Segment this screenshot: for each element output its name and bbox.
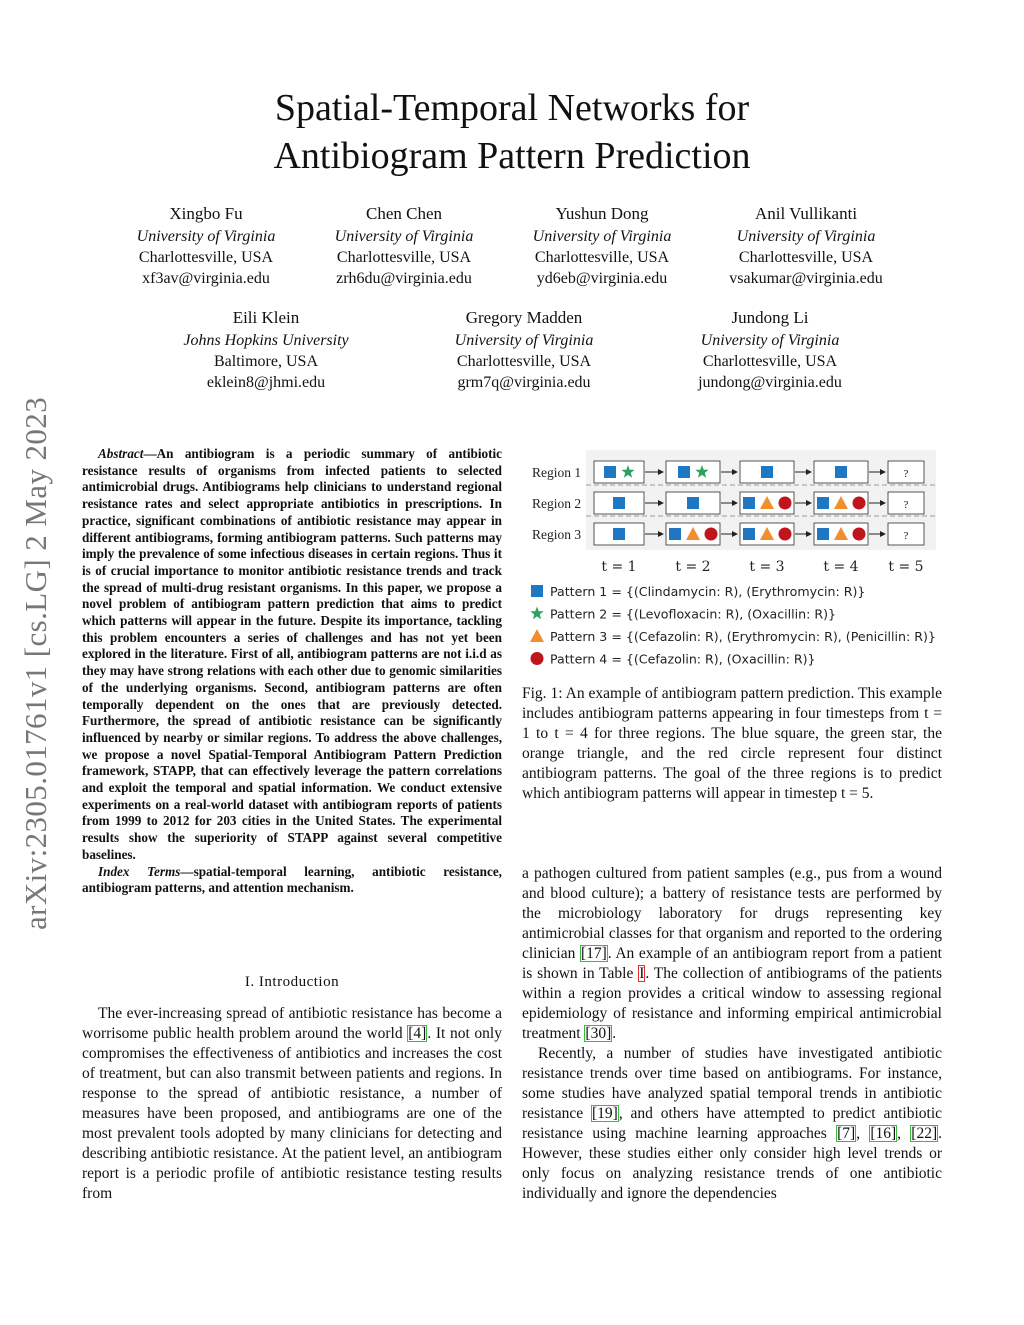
legend-label: Pattern 4 = {(Cefazolin: R), (Oxacillin: R)} [550,651,816,667]
text-run: , and others have attempted to predict antibiotic resistance using machine learning approaches [522,1105,943,1142]
author-location: Charlottesville, USA [738,249,874,266]
abstract [82,446,502,897]
text-run: Recently, a number of studies have investigated antibiotic resistance trends over time based on antibiograms. For instance, some studies have analyzed spatial temporal trends in antibiotic resistance [522,1045,942,1122]
author-name: Anil Vullikanti [754,204,858,223]
legend-label: Pattern 1 = {(Clindamycin: R), (Erythromycin: R)} [550,584,866,599]
citation-link[interactable]: [30] [585,1025,612,1042]
author-block [409,307,639,393]
citation-link[interactable]: [22] [911,1125,938,1142]
timestep-label: t = 2 [675,559,711,575]
pattern-square-icon [817,528,829,540]
pattern-circle-icon [779,528,792,541]
figure-caption: Fig. 1: An example of antibiogram pattern prediction. This example includes antibiogram patterns appearing in four timesteps from t = 1 to t = 4 for three regions. The blue square, the green star, the orange triangle, and the red circle represent four distinct antibiogram patterns. The goal of the three regions is to predict which antibiogram patterns will appear in timestep t = 5. [522,685,942,802]
author-name: Gregory Madden [465,308,583,327]
author-block [691,203,921,289]
pattern-square-icon [604,466,616,478]
title-line-1: Spatial-Temporal Networks for [274,87,750,129]
body-paragraph [522,1044,942,1204]
text-run: . An example of an antibiogram report from a patient is shown in Table [522,945,942,982]
timestep-label: t = 5 [888,559,924,575]
arxiv-stamp: arXiv:2305.01761v1 [cs.LG] 2 May 2023 [18,396,53,930]
author-affiliation: University of Virginia [454,332,594,349]
region-label: Region 1 [532,465,582,480]
pattern-circle-icon [531,652,544,665]
text-run: . However, these studies either only consider high level trends or only focus on analyzing resistance trends of one antibiotic individually and ignore the dependencies [522,1125,942,1202]
author-block [289,203,519,289]
abstract-text: —An antibiogram is a periodic summary of antibiotic resistance results of organisms from infected patients to selected antimicrobial drugs. Antibiograms help clinicians to understand regional resistance rates and select appropriate antibiotics in prescriptions. In practice, significant combinations of antibiotic resistance may appear in different antibiograms, forming antibiogram patterns. Such patterns may imply the prevalence of some infectious diseases in certain regions. Thus it is of crucial importance to monitor antibiotic resistance trends and track the spread of multi-drug resistant organisms. In this paper, we propose a novel problem of antibiogram pattern prediction that aims to predict which patterns will appear in the future. Despite its importance, tackling this problem encounters a series of challenges and has not yet been explored in the literature. First of all, antibiogram patterns are not i.i.d as they may have strong relations with each other due to genomic similarities of the underlying organisms. Second, antibiogram patterns are often temporally dependent on the ones that are previously detected. Furthermore, the spread of antibiotic resistance can be significantly influenced by nearby or similar regions. To address the above challenges, we propose a novel Spatial-Temporal Antibiogram Pattern Prediction framework, STAPP, that can effectively leverage the pattern correlations and exploit the temporal and spatial information. We conduct extensive experiments on a real-world dataset with antibiogram reports of patients from 1999 to 2012 for 203 cities in the United States. The experimental results show the superiority of STAPP against several competitive baselines. [82,446,502,862]
author-email[interactable]: yd6eb@virginia.edu [536,270,668,287]
unknown-marker: ? [903,499,909,511]
author-email[interactable]: eklein8@jhmi.edu [206,374,326,391]
author-location: Charlottesville, USA [456,353,592,370]
pattern-square-icon [687,497,699,509]
legend-label: Pattern 2 = {(Levofloxacin: R), (Oxacillin: R)} [550,606,837,622]
author-affiliation: University of Virginia [700,332,840,349]
pattern-circle-icon [705,528,718,541]
author-affiliation: University of Virginia [136,228,276,245]
text-run: a pathogen cultured from patient samples (e.g., pus from a wound and blood culture); a battery of resistance tests are performed by the microbiology laboratory for drugs representing key antimicrobial classes for that organism and reported to the ordering clinician [522,865,942,962]
text-run: . [612,1025,617,1042]
intro-paragraph [82,1004,502,1204]
table-ref-link[interactable]: I [639,965,645,982]
text-run: , [856,1125,870,1142]
pattern-square-icon [743,497,755,509]
pattern-square-icon [531,585,543,597]
region-label: Region 3 [532,527,582,542]
intro-column [82,1004,502,1204]
author-block [91,203,321,289]
index-terms-lead: Index Terms [98,863,181,879]
author-block [655,307,885,393]
legend-label: Pattern 3 = {(Cefazolin: R), (Erythromycin: R), (Penicillin: R)} [550,629,936,644]
pattern-square-icon [613,528,625,540]
pattern-star-icon [530,607,543,620]
timestep-box [666,461,720,483]
pattern-square-icon [613,497,625,509]
text-run: The ever-increasing spread of antibiotic resistance has become a worrisome public health problem around the world [82,1005,502,1042]
pattern-circle-icon [853,528,866,541]
timestep-label: t = 4 [823,559,859,575]
section-heading: I. Introduction [244,974,340,990]
author-email[interactable]: jundong@virginia.edu [698,374,842,391]
abstract-lead: Abstract [98,446,144,461]
author-email[interactable]: grm7q@virginia.edu [457,374,591,391]
author-name: Xingbo Fu [169,204,243,223]
pattern-circle-icon [853,497,866,510]
citation-link[interactable]: [16] [870,1125,897,1142]
author-block [151,307,381,393]
index-terms-text: —spatial-temporal learning, antibiotic resistance, antibiogram patterns, and attention mechanism. [82,863,502,896]
title-line-2: Antibiogram Pattern Prediction [273,135,751,177]
author-location: Charlottesville, USA [336,249,472,266]
author-affiliation: University of Virginia [334,228,474,245]
pattern-square-icon [817,497,829,509]
pattern-square-icon [835,466,847,478]
text-run: , [897,1125,911,1142]
unknown-marker: ? [903,468,909,480]
author-affiliation: University of Virginia [532,228,672,245]
pattern-circle-icon [779,497,792,510]
timestep-box [594,461,644,483]
paper-title [0,84,1024,180]
unknown-marker: ? [903,530,909,542]
figure-1 [522,446,942,676]
body-paragraph [522,864,942,1044]
pattern-triangle-icon [530,629,544,642]
figure-diagram [522,446,942,676]
author-affiliation: University of Virginia [736,228,876,245]
author-location: Charlottesville, USA [138,249,274,266]
author-name: Jundong Li [731,308,809,327]
author-name: Eili Klein [232,308,300,327]
author-block [487,203,717,289]
author-name: Chen Chen [365,204,443,223]
author-name: Yushun Dong [555,204,649,223]
pattern-square-icon [678,466,690,478]
author-location: Charlottesville, USA [534,249,670,266]
author-location: Charlottesville, USA [702,353,838,370]
author-email[interactable]: zrh6du@virginia.edu [336,270,472,287]
citation-link[interactable]: [19] [591,1105,618,1122]
pattern-square-icon [743,528,755,540]
region-label: Region 2 [532,496,582,511]
pattern-square-icon [669,528,681,540]
timestep-label: t = 1 [601,559,637,575]
author-email[interactable]: xf3av@virginia.edu [142,270,270,287]
author-email[interactable]: vsakumar@virginia.edu [729,270,883,287]
author-affiliation: Johns Hopkins University [183,332,349,349]
timestep-label: t = 3 [749,559,785,575]
text-run: . The collection of antibiograms of the patients within a region provides a critical window to assessing regional epidemiology of resistance and informing empirical antimicrobial treatment [522,965,942,1042]
citation-link[interactable]: [7] [837,1125,856,1142]
right-column [522,864,942,1204]
citation-link[interactable]: [4] [408,1025,427,1042]
citation-link[interactable]: [17] [580,945,607,962]
text-run: . It not only compromises the effectiveness of antibiotics and increases the cost of treatment, but can also transmit between patients and regions. In response to the spread of antibiotic resistance, a number of measures have been proposed, and antibiograms are one of the most prevalent tools adopted by many clinicians for detecting and describing antibiotic resistance. At the patient level, an antibiogram report is a periodic profile of antibiotic resistance testing results from [82,1025,502,1202]
author-location: Baltimore, USA [214,353,318,370]
pattern-square-icon [761,466,773,478]
